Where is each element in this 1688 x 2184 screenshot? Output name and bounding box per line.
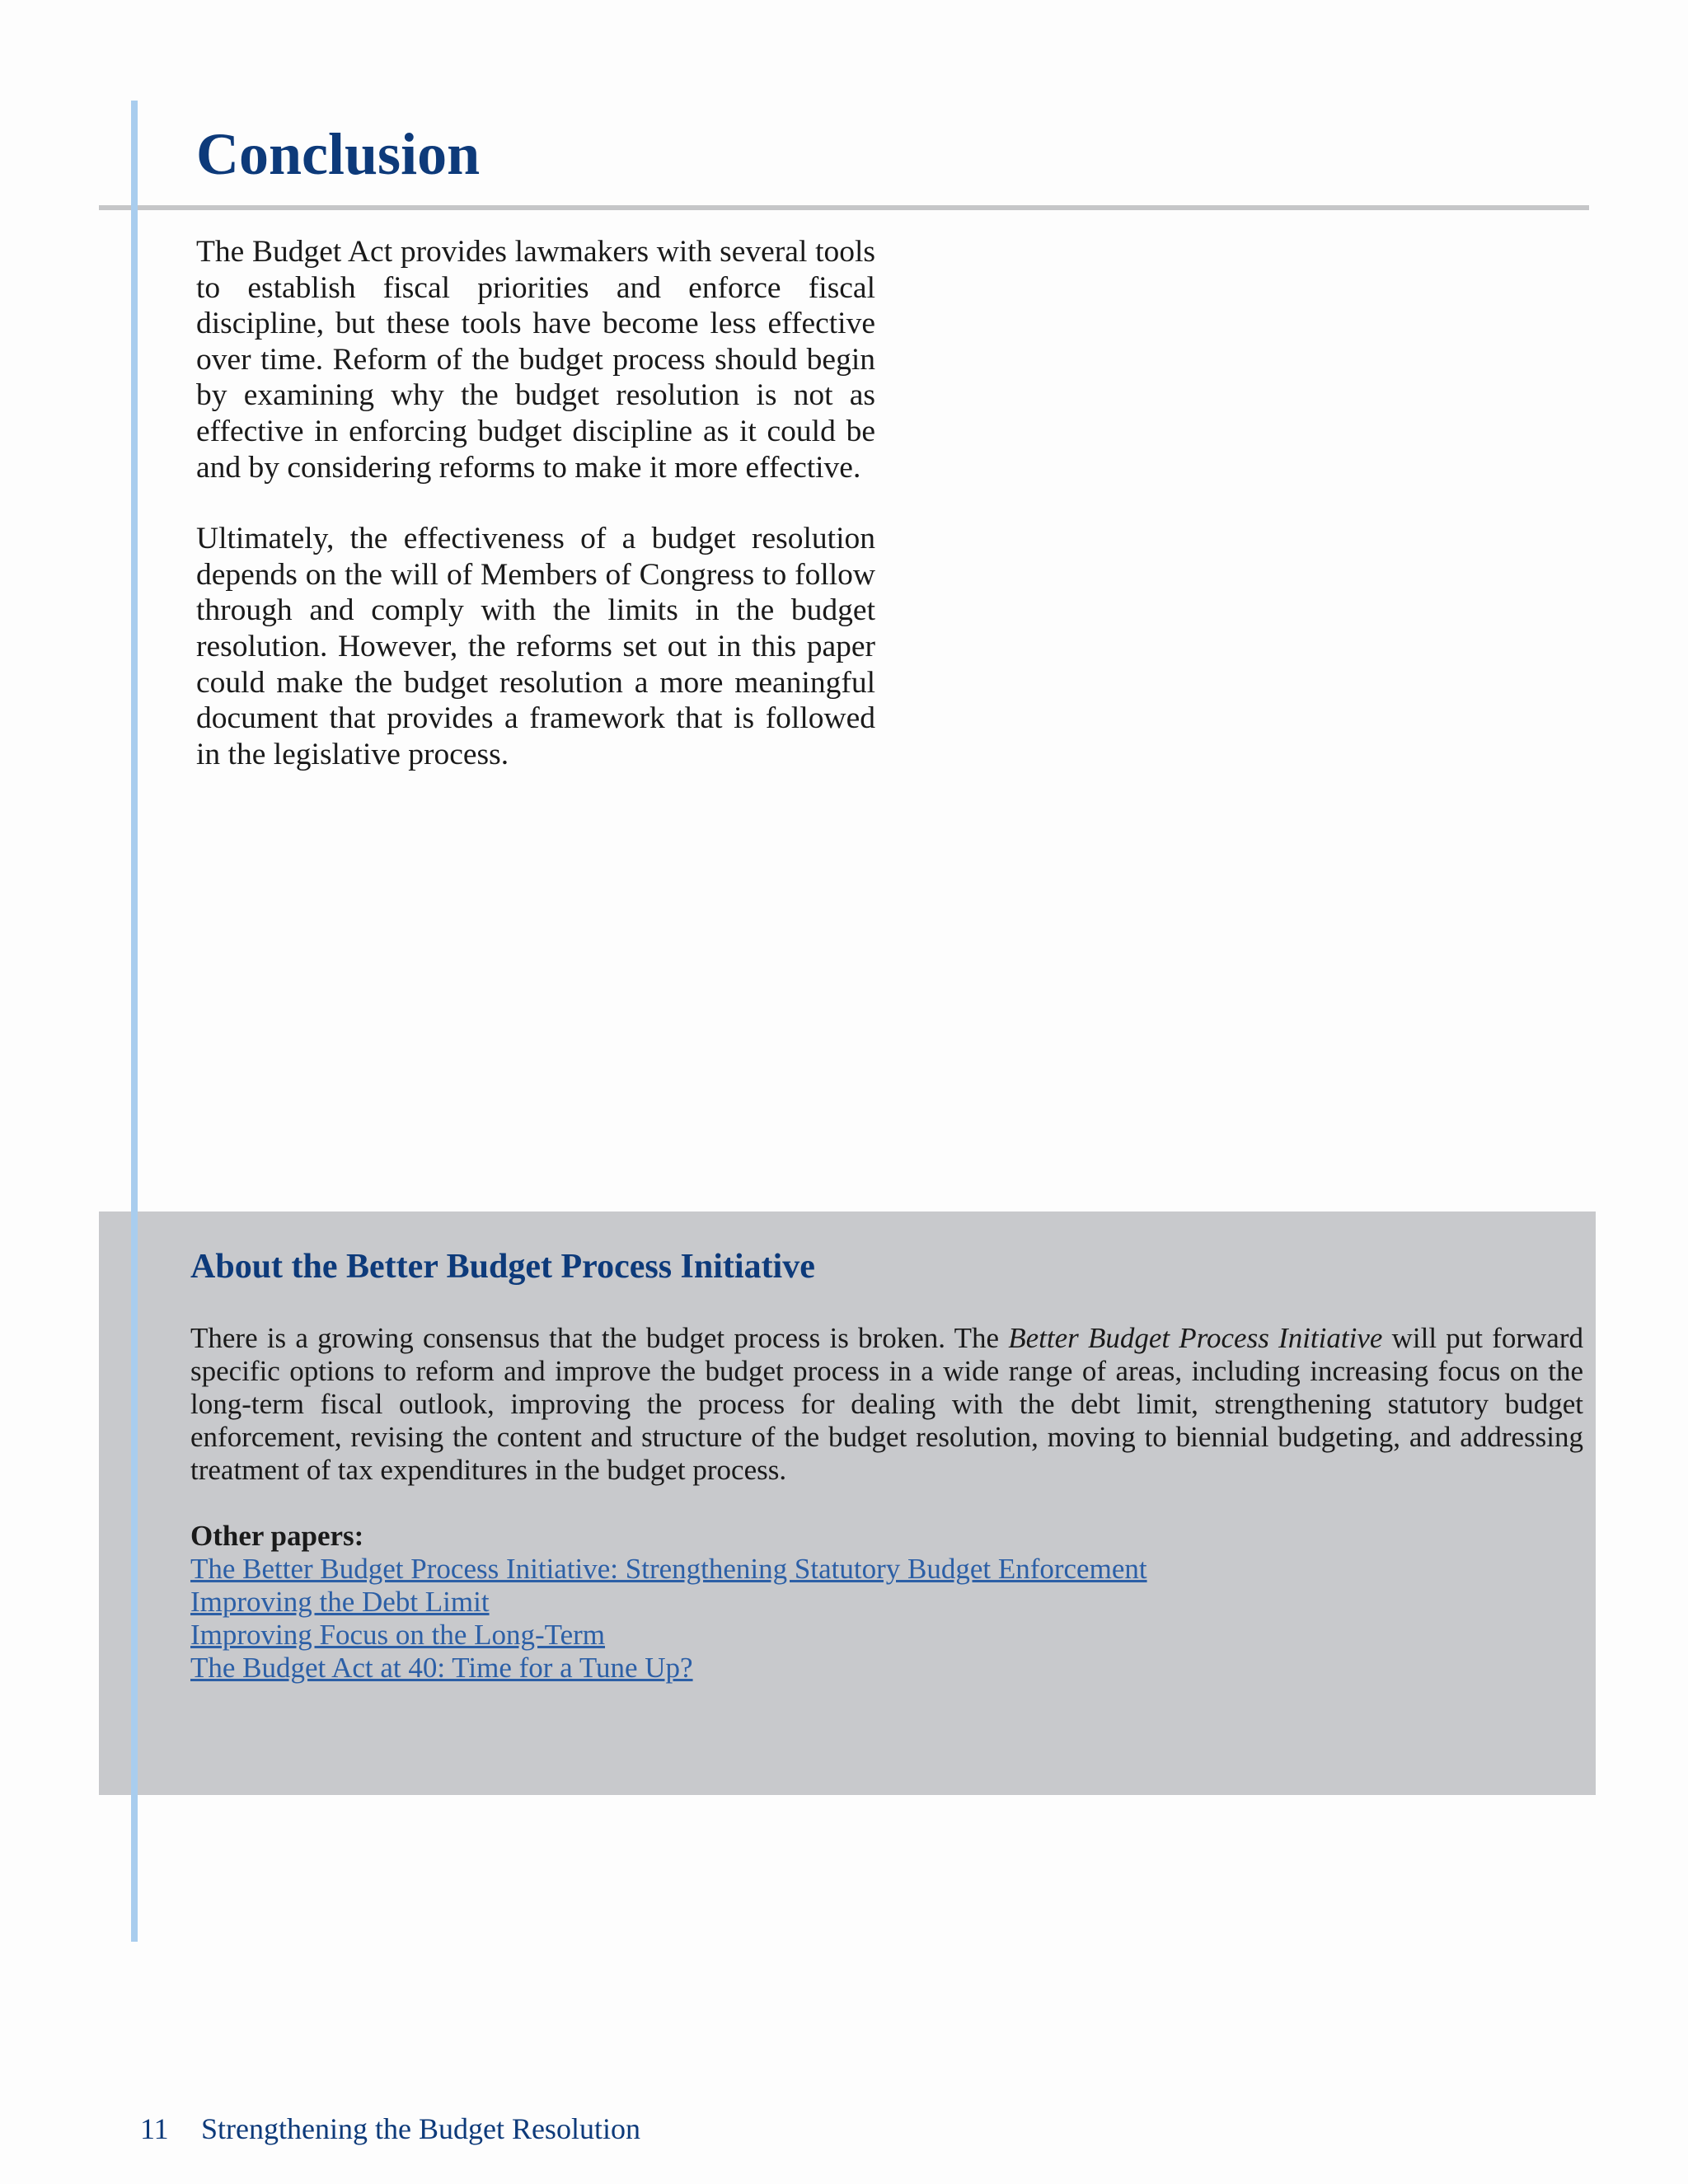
about-text [190,1322,1583,1487]
link-long-term[interactable]: Improving Focus on the Long-Term [190,1619,606,1652]
list-item [190,1553,1583,1586]
other-papers-label: Other papers: [190,1520,364,1553]
accent-bar [131,101,138,1942]
about-box [99,1212,1596,1795]
other-papers-list [190,1553,1583,1685]
conclusion-body [196,234,875,808]
list-item [190,1652,1583,1685]
link-debt-limit[interactable]: Improving the Debt Limit [190,1586,490,1619]
list-item [190,1586,1583,1619]
conclusion-paragraph-1: The Budget Act provides lawmakers with several tools to establish fiscal priorities and enforce fiscal discipline, but these tools have become less effective over time. Reform of the budget process should begin by examining why the budget resolution is not as effective in enforcing budget discipline as it could be and by considering reforms to make it more effective. [196,235,875,485]
initiative-name: Better Budget Process Initiative [1008,1322,1383,1355]
about-text-end: will put forward specific options to reform and improve the budget process in a wide range of areas, including increasing focus on the long-term fiscal outlook, improving the process for dealing with the debt limit, strengthening statutory budget enforcement, revising the content and structure of the budget resolution, moving to biennial budgeting, and addressing treatment of tax expenditures in the budget process. [190,1322,1583,1487]
about-title: About the Better Budget Process Initiative [190,1248,815,1286]
list-item [190,1619,1583,1652]
link-budget-act-40[interactable]: The Budget Act at 40: Time for a Tune Up? [190,1652,693,1685]
footer-title: Strengthening the Budget Resolution [201,2112,640,2145]
heading-rule [99,205,1589,210]
link-statutory-enforcement[interactable]: The Better Budget Process Initiative: Strengthening Statutory Budget Enforcement [190,1553,1147,1586]
about-text-start: There is a growing consensus that the budget process is broken. The [190,1322,1009,1355]
page-heading: Conclusion [196,121,481,187]
page-number: 11 [140,2112,169,2145]
about-content [190,1246,1583,1685]
page-footer [140,2111,640,2146]
conclusion-paragraph-2: Ultimately, the effectiveness of a budget resolution depends on the will of Members of Congress to follow through and comply with the limits in the budget resolution. However, the reforms set out in this paper could make the budget resolution a more meaningful document that provides a framework that is followed in the legislative process. [196,522,875,771]
